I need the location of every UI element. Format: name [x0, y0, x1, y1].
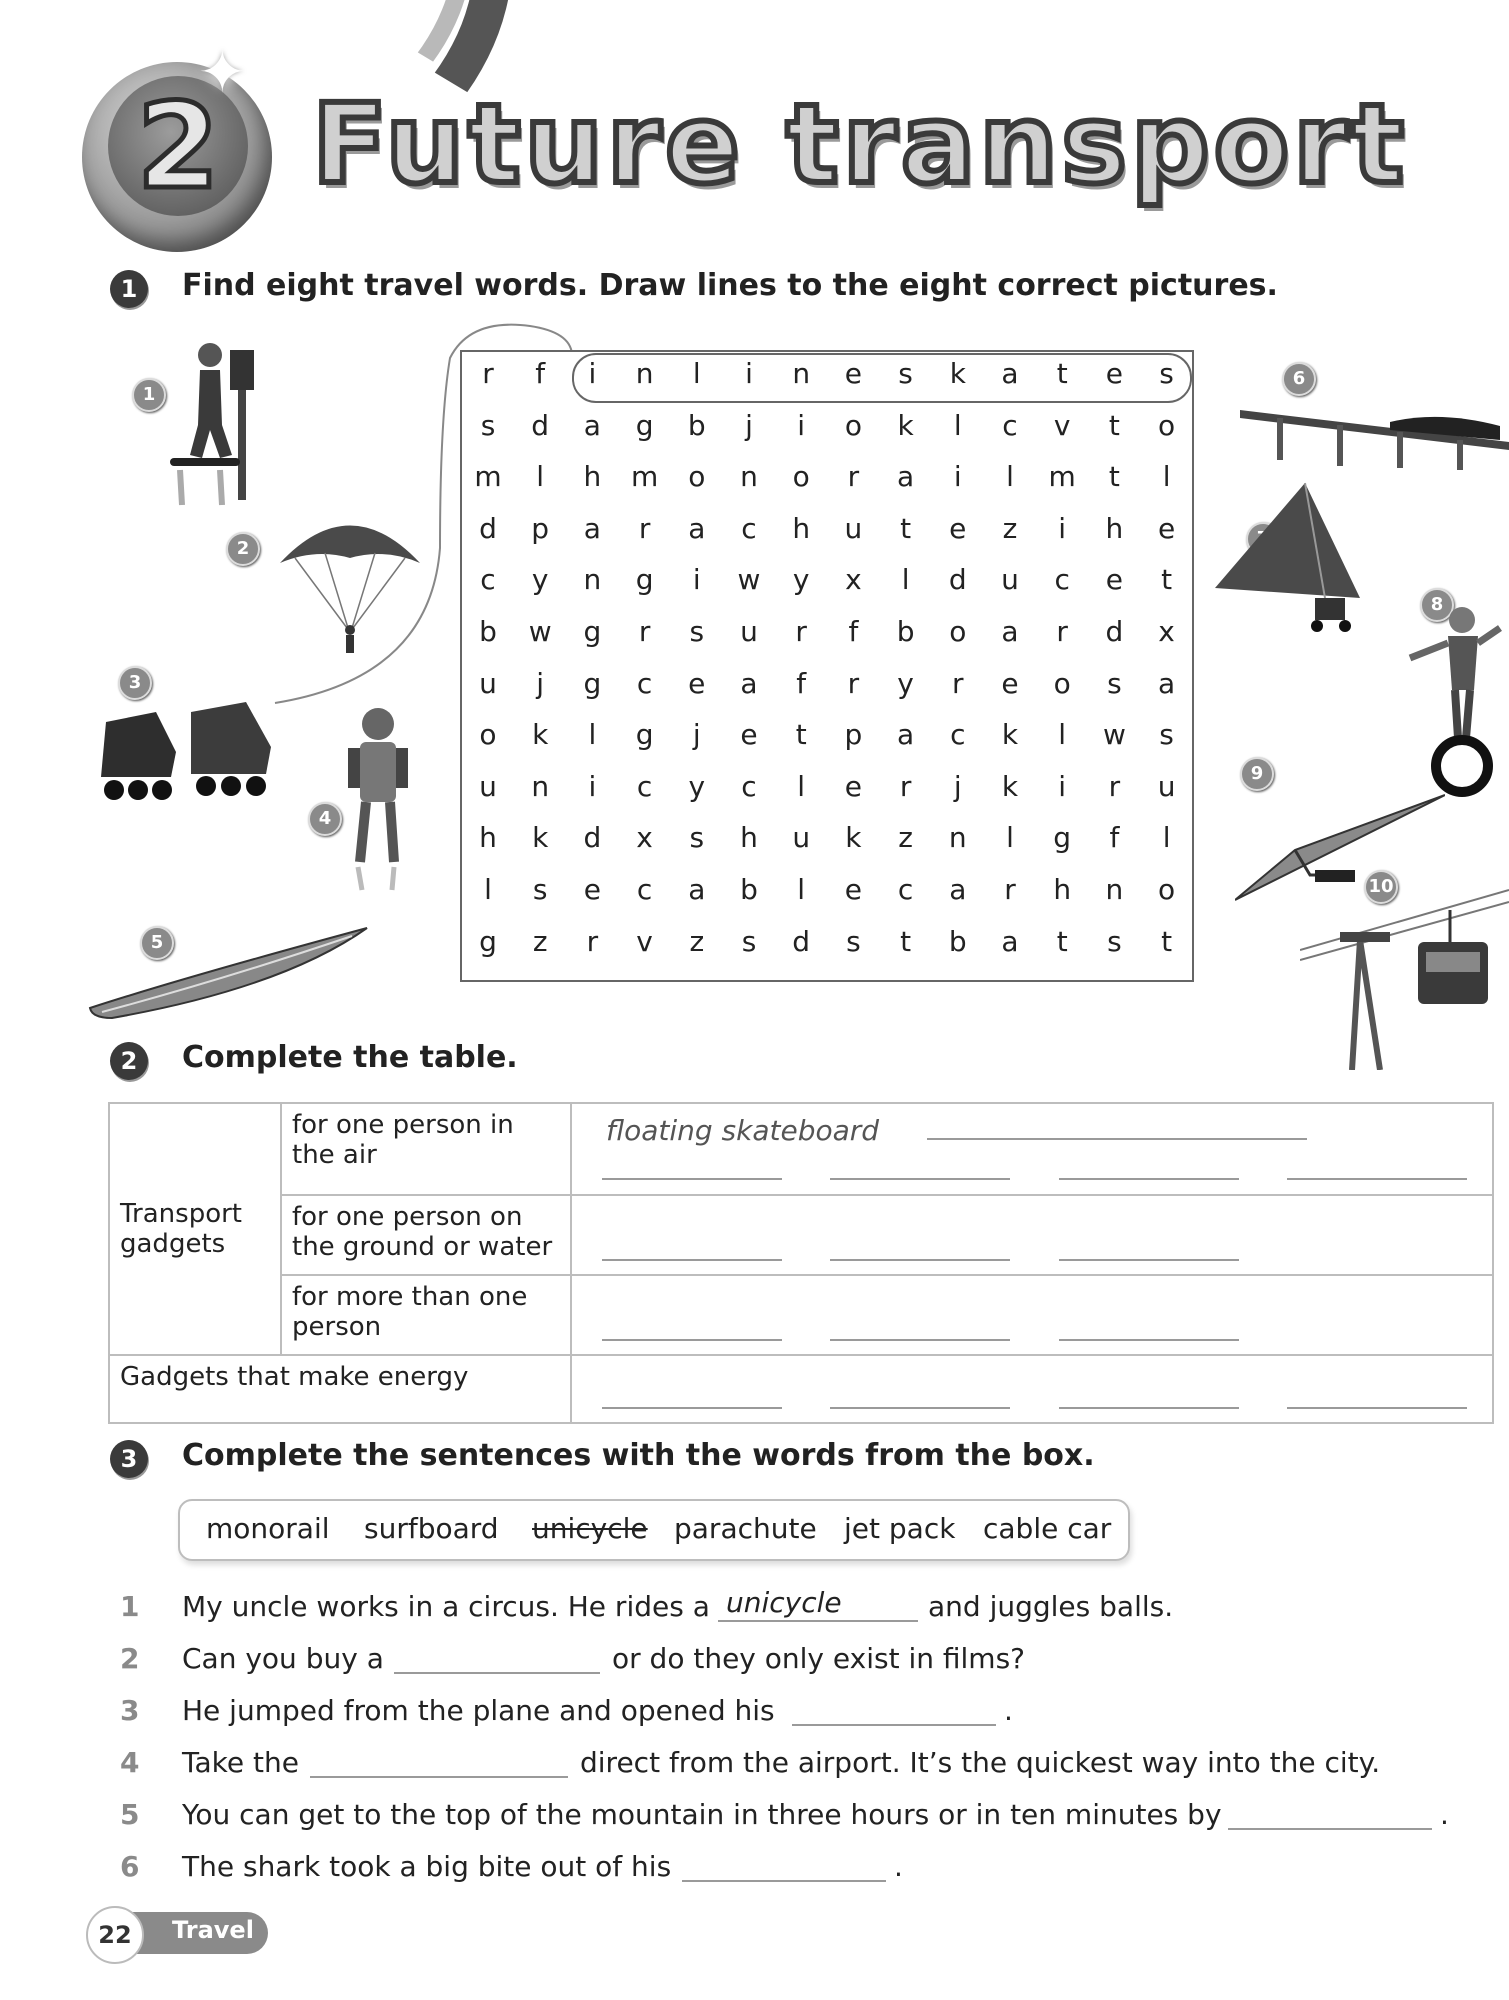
grid-letter[interactable]: p	[844, 718, 863, 752]
sentence-number: 4	[120, 1746, 140, 1779]
grid-letter[interactable]: d	[583, 821, 602, 855]
grid-letter[interactable]: c	[1054, 563, 1070, 597]
sentence-2-before: Can you buy a	[182, 1642, 384, 1675]
grid-letter[interactable]: e	[844, 357, 862, 390]
grid-letter[interactable]: r	[1108, 769, 1121, 803]
sentence-1-answer: unicycle	[726, 1586, 842, 1619]
answer-line[interactable]	[1059, 1176, 1239, 1180]
grid-letter[interactable]: t	[1161, 563, 1173, 597]
grid-letter[interactable]: l	[953, 408, 962, 442]
grid-letter[interactable]: r	[586, 924, 599, 958]
box-word: monorail	[206, 1512, 330, 1545]
grid-letter[interactable]: a	[1158, 666, 1176, 700]
grid-letter[interactable]: r	[899, 769, 912, 803]
picture-4-number: 4	[308, 802, 342, 836]
grid-letter[interactable]: m	[474, 460, 502, 494]
grid-letter[interactable]: z	[1002, 511, 1018, 545]
grid-letter[interactable]: d	[948, 563, 967, 597]
grid-letter[interactable]: o	[1158, 408, 1176, 442]
grid-letter[interactable]: m	[630, 460, 659, 494]
grid-letter[interactable]: l	[1058, 718, 1067, 752]
row2-answer-cell[interactable]	[571, 1195, 1493, 1275]
row1-label: for one person in the air	[292, 1110, 514, 1170]
grid-letter[interactable]: w	[737, 563, 761, 597]
grid-letter[interactable]: o	[949, 615, 967, 648]
grid-letter[interactable]: y	[897, 666, 914, 700]
sentence-5-blank[interactable]	[1228, 1828, 1432, 1830]
grid-letter[interactable]: f	[1109, 821, 1120, 855]
grid-letter[interactable]: n	[740, 460, 758, 494]
sentence-number: 1	[120, 1590, 140, 1623]
grid-letter[interactable]: a	[740, 666, 758, 700]
grid-letter[interactable]: a	[897, 460, 915, 494]
grid-letter[interactable]: g	[635, 408, 654, 442]
page-number: 22	[86, 1906, 144, 1964]
answer-line[interactable]	[602, 1337, 782, 1341]
sentence-6-blank[interactable]	[682, 1880, 886, 1882]
grid-letter[interactable]: k	[532, 821, 549, 855]
sentence-1-after: and juggles balls.	[928, 1590, 1174, 1623]
grid-letter[interactable]: c	[741, 511, 757, 545]
grid-letter[interactable]: l	[1006, 460, 1014, 494]
answer-line[interactable]	[1287, 1405, 1467, 1409]
grid-letter[interactable]: a	[583, 408, 601, 442]
grid-letter[interactable]: k	[1001, 769, 1019, 803]
grid-letter[interactable]: s	[532, 873, 548, 906]
grid-letter[interactable]: z	[898, 821, 913, 855]
grid-letter[interactable]: j	[953, 769, 962, 803]
answer-line[interactable]	[830, 1257, 1010, 1261]
grid-letter[interactable]: b	[740, 873, 758, 906]
grid-letter[interactable]: i	[588, 357, 597, 390]
picture-5-number: 5	[140, 926, 174, 960]
grid-letter[interactable]: h	[740, 821, 758, 855]
box-word: jet pack	[844, 1512, 956, 1545]
grid-letter[interactable]: x	[1158, 615, 1175, 648]
grid-letter[interactable]: n	[948, 821, 967, 855]
grid-letter[interactable]: s	[898, 357, 913, 390]
sentence-3-after: .	[1004, 1694, 1013, 1727]
picture-3-number: 3	[118, 666, 152, 700]
grid-letter[interactable]: y	[688, 769, 706, 803]
grid-letter[interactable]: n	[531, 769, 550, 803]
grid-letter[interactable]: n	[792, 357, 811, 390]
grid-letter[interactable]: s	[741, 924, 757, 958]
grid-letter[interactable]: l	[901, 563, 910, 597]
sentence-number: 2	[120, 1642, 140, 1675]
sentence-2-after: or do they only exist in films?	[612, 1642, 1026, 1675]
grid-letter[interactable]: n	[583, 563, 602, 597]
grid-letter[interactable]: o	[688, 460, 706, 494]
answer-line[interactable]	[602, 1176, 782, 1180]
grid-letter[interactable]: v	[1053, 408, 1071, 442]
row2-label-cell	[281, 1195, 571, 1275]
grid-letter[interactable]: v	[636, 924, 653, 958]
grid-letter[interactable]: t	[1056, 924, 1068, 958]
grid-letter[interactable]: b	[687, 408, 706, 442]
grid-letter[interactable]: t	[795, 718, 807, 752]
answer-line[interactable]	[602, 1257, 782, 1261]
answer-line[interactable]	[1287, 1176, 1467, 1180]
grid-letter[interactable]: g	[583, 666, 602, 700]
grid-letter[interactable]: o	[792, 460, 810, 494]
grid-letter[interactable]: e	[844, 873, 862, 906]
answer-line[interactable]	[602, 1405, 782, 1409]
grid-letter[interactable]: i	[692, 563, 701, 597]
grid-letter[interactable]: r	[952, 666, 964, 700]
grid-letter[interactable]: l	[588, 718, 597, 752]
grid-letter[interactable]: c	[897, 873, 914, 906]
unit-number: 2	[136, 77, 220, 215]
grid-letter[interactable]: h	[1053, 873, 1072, 906]
sentence-2-blank[interactable]	[394, 1672, 600, 1674]
grid-letter[interactable]: r	[638, 615, 651, 648]
answer-line[interactable]	[927, 1136, 1307, 1140]
sentence-4-before: Take the	[182, 1746, 299, 1779]
grid-letter[interactable]: g	[635, 563, 654, 597]
sentence-number: 3	[120, 1694, 140, 1727]
microlight-icon	[1205, 478, 1365, 638]
grid-letter[interactable]: l	[484, 873, 492, 906]
grid-letter[interactable]: r	[638, 511, 651, 545]
box-word: cable car	[983, 1512, 1112, 1545]
picture-6-number: 6	[1282, 362, 1316, 396]
sentence-6-after: .	[894, 1850, 903, 1883]
exercise-3-instruction: Complete the sentences with the words from the box.	[182, 1438, 1095, 1473]
picture-2-number: 2	[226, 532, 260, 566]
grid-letter[interactable]: l	[1006, 821, 1014, 855]
grid-letter[interactable]: e	[844, 769, 862, 803]
box-word-used: unicycle	[532, 1512, 648, 1545]
grid-letter[interactable]: x	[636, 821, 653, 855]
grid-letter[interactable]: n	[635, 357, 654, 390]
grid-letter[interactable]: o	[844, 408, 862, 442]
group-label-cell	[109, 1103, 281, 1355]
grid-letter[interactable]: y	[531, 563, 549, 597]
grid-letter[interactable]: b	[948, 924, 967, 958]
grid-letter[interactable]: d	[792, 924, 811, 958]
grid-letter[interactable]: a	[583, 511, 601, 545]
grid-letter[interactable]: g	[635, 718, 654, 752]
row3-label-cell	[281, 1275, 571, 1355]
grid-letter[interactable]: j	[745, 408, 753, 442]
grid-letter[interactable]: i	[1058, 769, 1067, 803]
sentence-number: 5	[120, 1798, 140, 1831]
grid-letter[interactable]: n	[1105, 873, 1124, 906]
grid-letter[interactable]: u	[740, 615, 758, 648]
sentence-1-blank[interactable]	[718, 1620, 918, 1622]
surfboard-icon	[82, 918, 372, 1028]
answer-line[interactable]	[1059, 1405, 1239, 1409]
grid-letter[interactable]: s	[1159, 357, 1174, 390]
grid-letter[interactable]: a	[949, 873, 967, 906]
grid-letter[interactable]: w	[528, 615, 552, 648]
exercise-1-instruction: Find eight travel words. Draw lines to the eight correct pictures.	[182, 268, 1278, 303]
gadgets-table	[108, 1102, 1494, 1424]
answer-line[interactable]	[830, 1176, 1010, 1180]
grid-letter[interactable]: j	[692, 718, 701, 752]
grid-letter[interactable]: b	[479, 615, 497, 648]
grid-letter[interactable]: i	[588, 769, 597, 803]
answer-line[interactable]	[830, 1405, 1010, 1409]
grid-letter[interactable]: w	[1102, 718, 1126, 752]
grid-letter[interactable]: u	[1157, 769, 1176, 803]
grid-letter[interactable]: e	[1157, 511, 1176, 545]
exercise-2-badge: 2	[110, 1042, 148, 1080]
grid-letter[interactable]: e	[583, 873, 601, 906]
grid-letter[interactable]: a	[688, 511, 706, 545]
grid-letter[interactable]: e	[1105, 357, 1123, 390]
grid-letter[interactable]: c	[636, 873, 653, 906]
grid-letter[interactable]: k	[1001, 718, 1019, 752]
grid-letter[interactable]: s	[846, 924, 861, 958]
grid-letter[interactable]: s	[1159, 718, 1174, 752]
answer-line[interactable]	[830, 1337, 1010, 1341]
sentence-4-blank[interactable]	[310, 1776, 568, 1778]
exercise-3-badge: 3	[110, 1440, 148, 1478]
grid-letter[interactable]: e	[1001, 666, 1019, 700]
grid-letter[interactable]: d	[479, 511, 497, 545]
grid-letter[interactable]: l	[536, 460, 545, 494]
row1-example-answer: floating skateboard	[606, 1114, 880, 1147]
group-label: Transport gadgets	[120, 1199, 243, 1259]
grid-letter[interactable]: a	[1001, 924, 1019, 958]
monorail-icon	[1240, 400, 1509, 470]
grid-letter[interactable]: r	[795, 615, 807, 648]
grid-letter[interactable]: t	[900, 511, 912, 545]
grid-letter[interactable]: m	[1048, 460, 1076, 494]
grid-letter[interactable]: l	[1162, 460, 1171, 494]
grid-letter[interactable]: i	[953, 460, 962, 494]
grid-letter[interactable]: h	[792, 511, 811, 545]
grid-letter[interactable]: t	[1108, 408, 1120, 442]
grid-letter[interactable]: f	[796, 666, 807, 700]
inline-skates-icon	[96, 682, 286, 812]
row3-label: for more than one person	[292, 1282, 528, 1342]
grid-letter[interactable]: i	[745, 357, 753, 390]
sentence-5-before: You can get to the top of the mountain in three hours or in ten minutes by	[182, 1798, 1222, 1831]
grid-letter[interactable]: a	[1001, 615, 1019, 648]
grid-letter[interactable]: t	[1108, 460, 1120, 494]
jet-pack-icon	[338, 702, 418, 892]
sentence-3-before: He jumped from the plane and opened his	[182, 1694, 775, 1727]
row1-label-cell	[281, 1103, 571, 1195]
floating-skateboard-icon	[160, 330, 280, 510]
section-label: Travel	[172, 1916, 254, 1944]
answer-line[interactable]	[1059, 1257, 1239, 1261]
grid-letter[interactable]: e	[688, 666, 706, 700]
grid-letter[interactable]: a	[688, 873, 706, 906]
grid-letter[interactable]: g	[583, 615, 602, 648]
grid-letter[interactable]: u	[792, 821, 811, 855]
grid-letter[interactable]: o	[1053, 666, 1071, 700]
grid-letter[interactable]: c	[950, 718, 966, 752]
box-word: surfboard	[364, 1512, 499, 1545]
grid-letter[interactable]: c	[480, 563, 496, 597]
grid-letter[interactable]: s	[1107, 924, 1122, 958]
grid-letter[interactable]: g	[479, 924, 497, 958]
grid-letter[interactable]: o	[1158, 873, 1176, 906]
grid-letter[interactable]: u	[844, 511, 863, 545]
grid-letter[interactable]: t	[1161, 924, 1173, 958]
grid-letter[interactable]: r	[847, 460, 860, 494]
grid-letter[interactable]: r	[1056, 615, 1068, 648]
sentence-6-before: The shark took a big bite out of his	[182, 1850, 672, 1883]
sentence-4-after: direct from the airport. It’s the quickest way into the city.	[580, 1746, 1381, 1779]
grid-letter[interactable]: e	[949, 511, 967, 545]
grid-letter[interactable]: p	[531, 511, 550, 545]
grid-letter[interactable]: k	[845, 821, 862, 855]
grid-letter[interactable]: y	[792, 563, 810, 597]
grid-letter[interactable]: c	[1002, 408, 1018, 442]
grid-letter[interactable]: h	[583, 460, 602, 494]
grid-letter[interactable]: u	[1001, 563, 1019, 597]
row4-label-cell	[109, 1355, 571, 1423]
grid-letter[interactable]: i	[797, 408, 806, 442]
page-title: Future transport	[312, 80, 1409, 208]
row2-label: for one person on the ground or water	[292, 1202, 553, 1262]
cable-car-icon	[1300, 880, 1509, 1070]
grid-letter[interactable]: r	[482, 357, 494, 390]
grid-letter[interactable]: a	[1001, 357, 1019, 390]
grid-letter[interactable]: s	[1107, 666, 1122, 700]
picture-1-number: 1	[132, 378, 166, 412]
grid-letter[interactable]: i	[1058, 511, 1067, 545]
grid-letter[interactable]: a	[897, 718, 915, 752]
grid-letter[interactable]: d	[531, 408, 550, 442]
grid-letter[interactable]: k	[532, 718, 549, 752]
grid-letter[interactable]: k	[897, 408, 914, 442]
grid-letter[interactable]: d	[1105, 615, 1124, 648]
grid-letter[interactable]: o	[479, 718, 497, 752]
sentence-number: 6	[120, 1850, 140, 1883]
grid-letter[interactable]: s	[689, 615, 705, 648]
answer-line[interactable]	[1059, 1337, 1239, 1341]
grid-letter[interactable]: s	[689, 821, 705, 855]
grid-letter[interactable]: k	[949, 357, 966, 390]
grid-letter[interactable]: s	[480, 408, 496, 442]
grid-letter[interactable]: u	[479, 666, 497, 700]
grid-letter[interactable]: f	[848, 615, 859, 648]
grid-letter[interactable]: c	[636, 769, 653, 803]
grid-letter[interactable]: c	[741, 769, 757, 803]
grid-letter[interactable]: h	[479, 821, 497, 855]
grid-letter[interactable]: x	[845, 563, 862, 597]
box-word: parachute	[674, 1512, 817, 1545]
grid-letter[interactable]: h	[1105, 511, 1124, 545]
row4-label: Gadgets that make energy	[120, 1362, 469, 1392]
grid-letter[interactable]: t	[1056, 357, 1068, 390]
picture-9-number: 9	[1240, 757, 1274, 791]
sentence-5-after: .	[1440, 1798, 1449, 1831]
grid-letter[interactable]: b	[896, 615, 915, 648]
grid-letter[interactable]: r	[847, 666, 860, 700]
grid-letter[interactable]: f	[535, 357, 546, 390]
exercise-2-instruction: Complete the table.	[182, 1040, 518, 1075]
grid-letter[interactable]: l	[797, 769, 806, 803]
grid-letter[interactable]: l	[1162, 821, 1171, 855]
picture-10-number: 10	[1364, 870, 1398, 904]
grid-letter[interactable]: z	[532, 924, 548, 958]
picture-8-number: 8	[1420, 588, 1454, 622]
grid-letter[interactable]: l	[692, 357, 701, 390]
grid-letter[interactable]: g	[1053, 821, 1072, 855]
grid-letter[interactable]: e	[1105, 563, 1123, 597]
grid-letter[interactable]: c	[636, 666, 653, 700]
sparkle-icon: ✦	[198, 38, 247, 106]
grid-letter[interactable]: j	[536, 666, 545, 700]
grid-letter[interactable]: t	[900, 924, 912, 958]
unicycle-icon	[1400, 598, 1509, 798]
sentence-1-before: My uncle works in a circus. He rides a	[182, 1590, 710, 1623]
row3-answer-cell[interactable]	[571, 1275, 1493, 1355]
grid-letter[interactable]: l	[797, 873, 806, 906]
exercise-1-badge: 1	[110, 270, 148, 308]
grid-letter[interactable]: e	[740, 718, 758, 752]
grid-letter[interactable]: z	[689, 924, 705, 958]
row1-answer-cell[interactable]	[571, 1103, 1493, 1195]
row4-answer-cell[interactable]	[571, 1355, 1493, 1423]
sentence-3-blank[interactable]	[792, 1724, 996, 1726]
grid-letter[interactable]: u	[479, 769, 497, 803]
grid-letter[interactable]: r	[1004, 873, 1016, 906]
